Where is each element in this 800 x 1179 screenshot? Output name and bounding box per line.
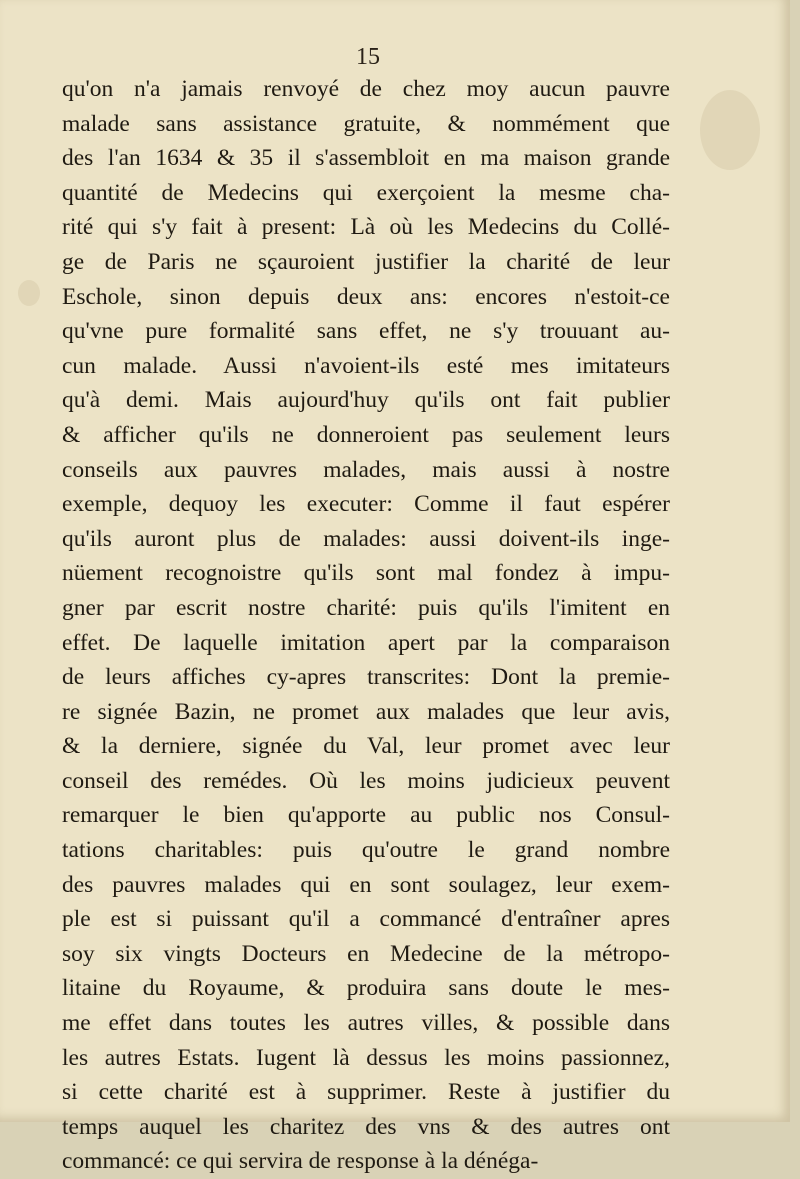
text-line: conseil des remédes. Où les moins judicieux peuvent [62, 767, 670, 794]
text-line: quantité de Medecins qui exerçoient la mesme cha- [62, 179, 670, 206]
text-line: si cette charité est à supprimer. Reste à justifier du [62, 1079, 670, 1106]
paper-stain [700, 90, 760, 170]
text-line: commancé: ce qui servira de response à la dénéga- [62, 1148, 539, 1175]
text-line: temps auquel les charitez des vns & des autres ont [62, 1113, 670, 1140]
text-line: des pauvres malades qui en sont soulagez, leur exem- [62, 871, 670, 898]
text-line: les autres Estats. Iugent là dessus les moins passionnez, [62, 1044, 670, 1071]
text-line: qu'à demi. Mais aujourd'huy qu'ils ont fait publier [62, 387, 670, 414]
text-line: & afficher qu'ils ne donneroient pas seulement leurs [62, 421, 670, 448]
text-line: qu'vne pure formalité sans effet, ne s'y trouuant au- [62, 318, 670, 345]
text-line: & la derniere, signée du Val, leur promet avec leur [62, 733, 670, 760]
page-number: 15 [356, 44, 380, 70]
text-line: nüement recognoistre qu'ils sont mal fondez à impu- [62, 560, 670, 587]
text-line: re signée Bazin, ne promet aux malades que leur avis, [62, 698, 670, 725]
text-line: malade sans assistance gratuite, & nommément que [62, 110, 670, 137]
body-text [62, 72, 670, 1179]
text-line: tations charitables: puis qu'outre le grand nombre [62, 837, 670, 864]
text-line: Eschole, sinon depuis deux ans: encores n'estoit-ce [62, 283, 670, 310]
text-line: remarquer le bien qu'apporte au public nos Consul- [62, 802, 670, 829]
text-line: rité qui s'y fait à present: Là où les Medecins du Collé- [62, 214, 670, 241]
text-line: qu'on n'a jamais renvoyé de chez moy aucun pauvre [62, 76, 670, 102]
text-line: litaine du Royaume, & produira sans doute le mes- [62, 975, 670, 1002]
text-line: conseils aux pauvres malades, mais aussi à nostre [62, 456, 670, 483]
text-line: ple est si puissant qu'il a commancé d'entraîner apres [62, 906, 670, 933]
paper-stain [18, 280, 40, 306]
text-line: ge de Paris ne sçauroient justifier la charité de leur [62, 248, 670, 275]
text-line: exemple, dequoy les executer: Comme il faut espérer [62, 491, 670, 518]
text-line: me effet dans toutes les autres villes, & possible dans [62, 1010, 670, 1037]
text-line: cun malade. Aussi n'avoient-ils esté mes imitateurs [62, 352, 670, 379]
text-line: qu'ils auront plus de malades: aussi doivent-ils inge- [62, 525, 670, 552]
text-line: effet. De laquelle imitation apert par la comparaison [62, 629, 670, 656]
text-line: soy six vingts Docteurs en Medecine de la métropo- [62, 940, 670, 967]
text-line: des l'an 1634 & 35 il s'assembloit en ma maison grande [62, 145, 670, 172]
text-line: gner par escrit nostre charité: puis qu'ils l'imitent en [62, 594, 670, 621]
text-line: de leurs affiches cy-apres transcrites: Dont la premie- [62, 664, 670, 691]
